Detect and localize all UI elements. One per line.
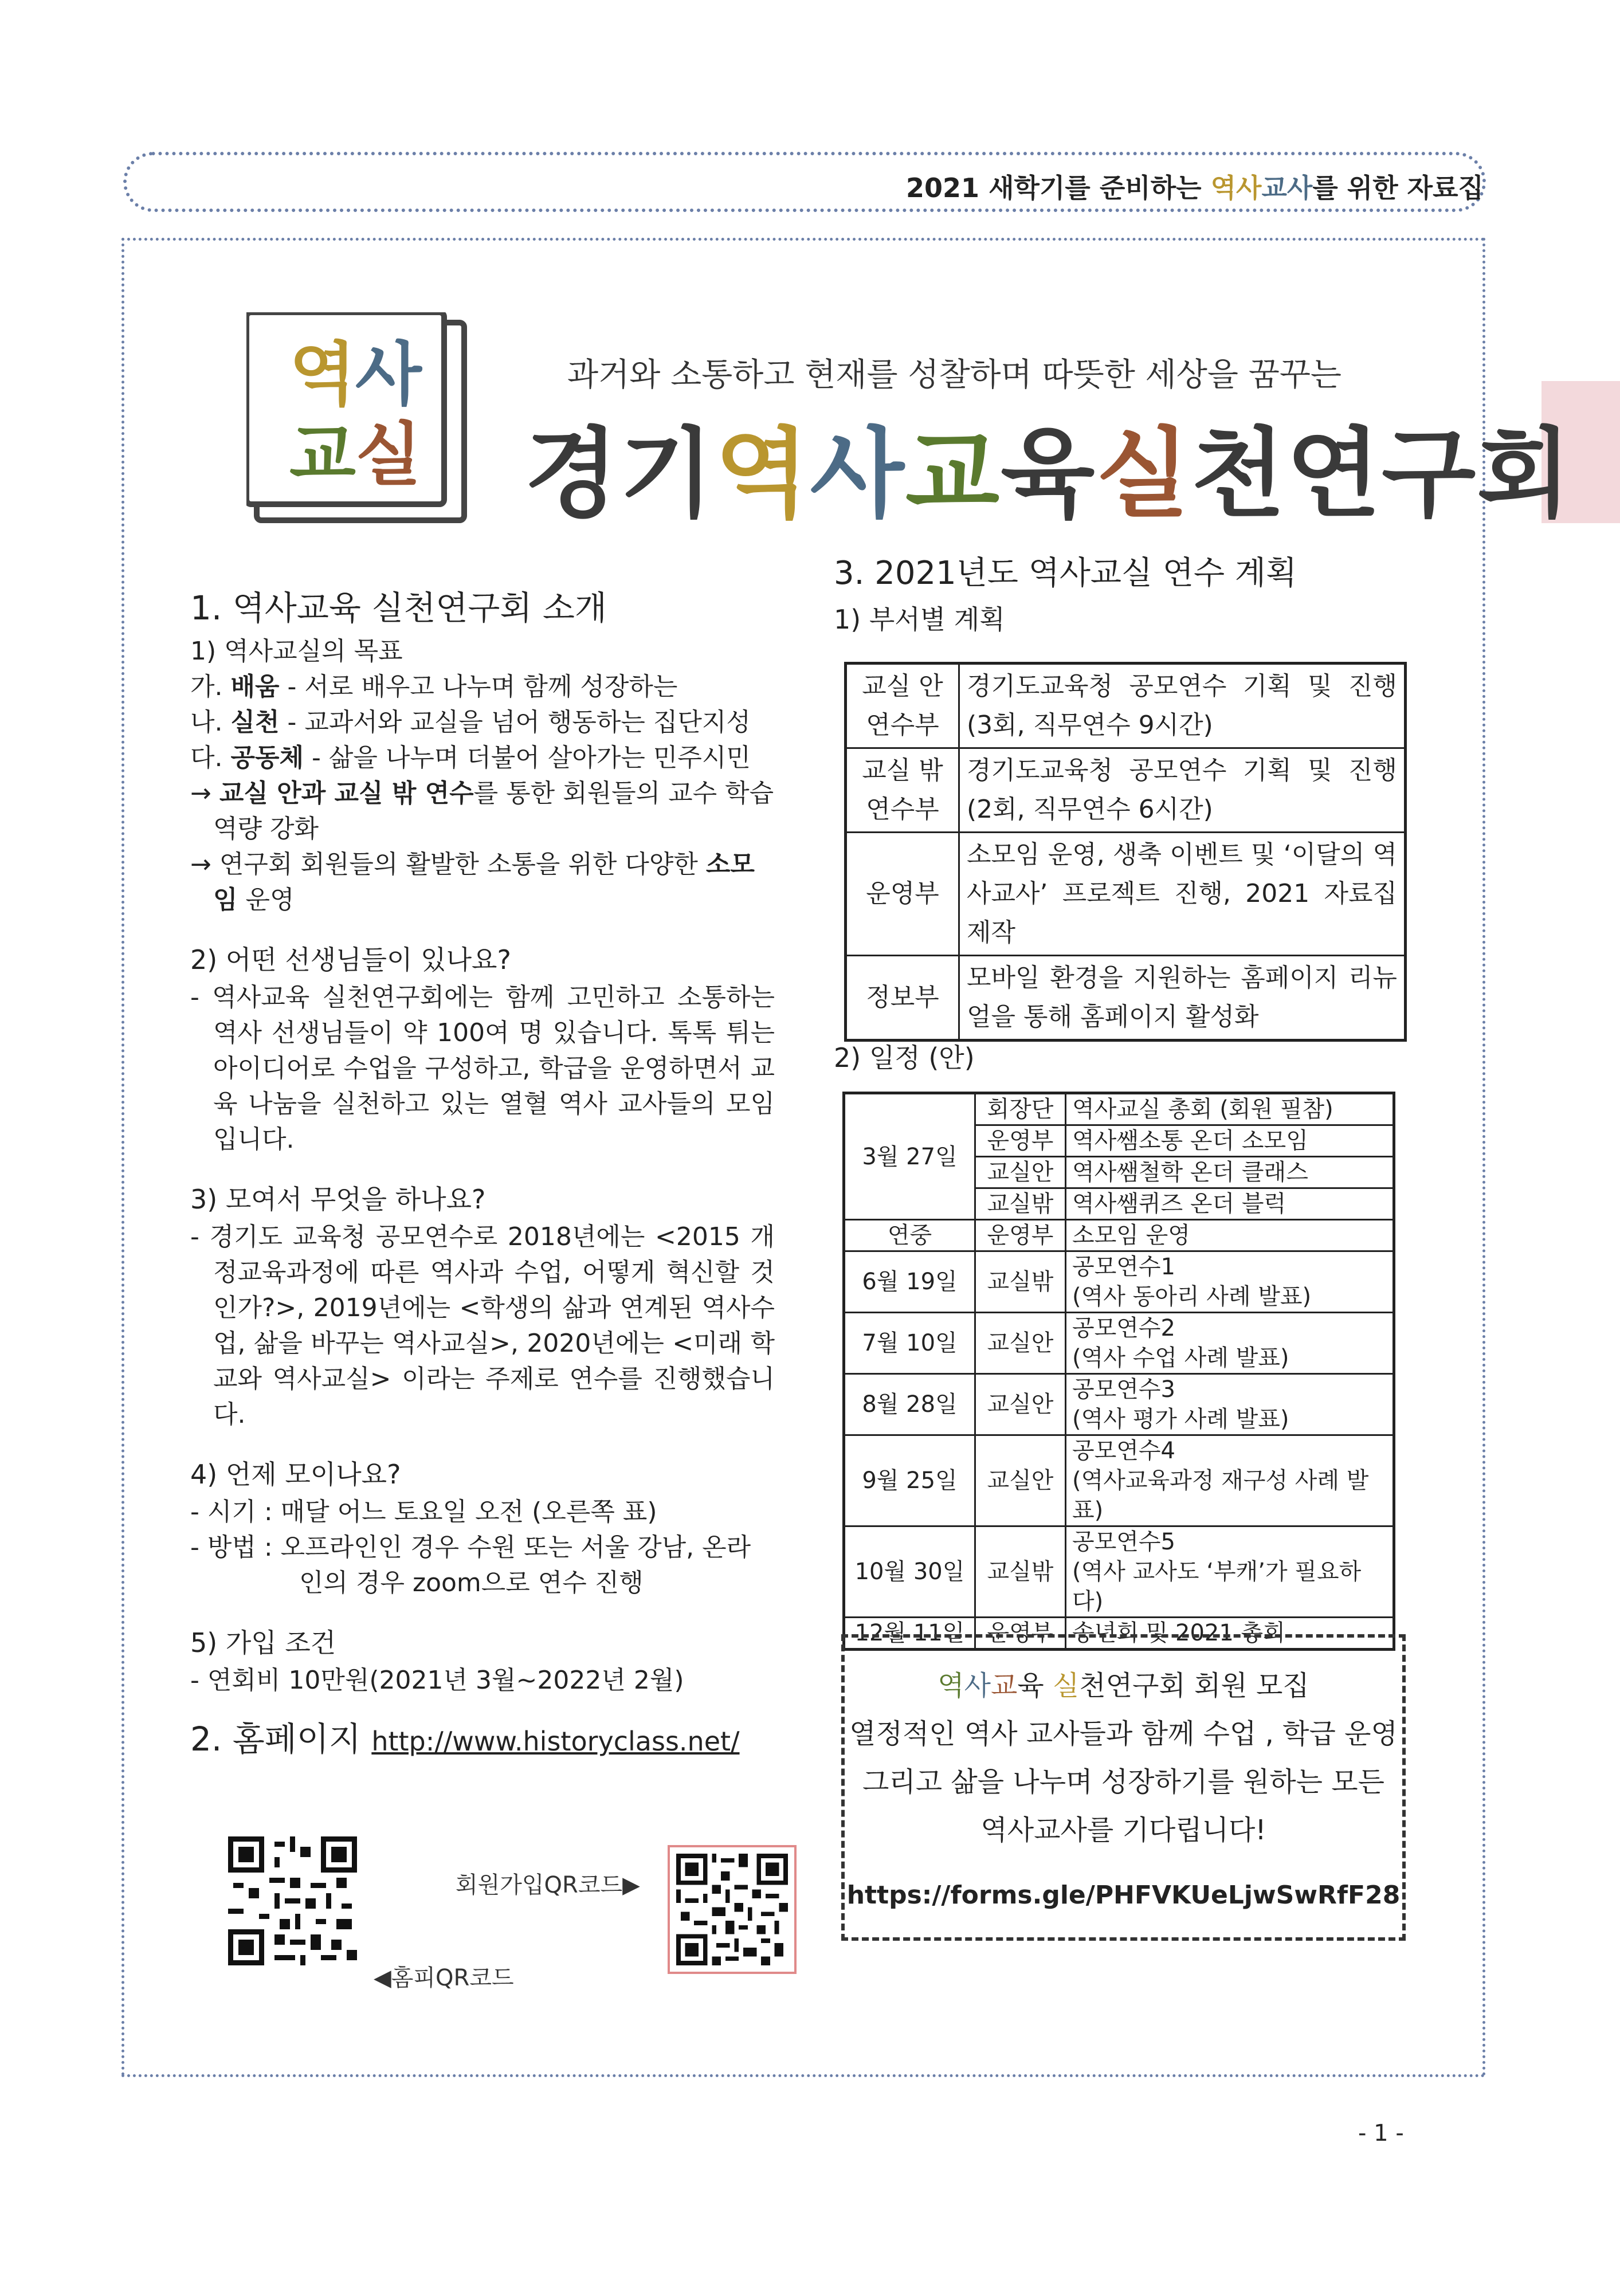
schedule-date: 8월 28일: [844, 1374, 975, 1435]
join-title: 5) 가입 조건: [190, 1627, 336, 1658]
schedule-dept: 회장단: [975, 1093, 1066, 1125]
join-qr-icon[interactable]: [676, 1854, 788, 1965]
when-time: - 시기 : 매달 어느 토요일 오전 (오른쪽 표): [190, 1497, 657, 1526]
dept-name: 운영부: [846, 833, 959, 956]
when-method: - 방법 : 오프라인인 경우 수원 또는 서울 강남, 온라인의 경우 zoom으로 연수 진행: [190, 1533, 751, 1598]
schedule-event: 역사쌤소통 온더 소모임: [1066, 1125, 1394, 1157]
schedule-event: 소모임 운영: [1066, 1220, 1394, 1251]
left-column: [190, 590, 775, 1767]
schedule-date: 7월 10일: [844, 1313, 975, 1374]
schedule-event: 공모연수5 (역사 교사도 ‘부캐’가 필요하다): [1066, 1526, 1394, 1618]
schedule-dept: 교실안: [975, 1313, 1066, 1374]
schedule-dept: 교실안: [975, 1157, 1066, 1188]
logo-title: 경기역사교육실천연구회: [524, 418, 1572, 531]
dept-desc: 모바일 환경을 지원하는 홈페이지 리뉴얼을 통해 홈페이지 활성화: [959, 956, 1406, 1041]
schedule-event: 공모연수1 (역사 동아리 사례 발표): [1066, 1251, 1394, 1313]
department-table: [844, 662, 1407, 1042]
schedule-dept: 운영부: [975, 1125, 1066, 1157]
schedule-dept: 운영부: [975, 1220, 1066, 1251]
dept-title: 1) 부서별 계획: [834, 604, 1005, 635]
page-number: - 1 -: [1358, 2120, 1404, 2146]
schedule-event: 역사쌤철학 온더 클래스: [1066, 1157, 1394, 1188]
goal-arrow-1: → 교실 안과 교실 밖 연수를 통한 회원들의 교수 학습 역량 강화: [190, 779, 774, 843]
table-row: [844, 1435, 1394, 1526]
join-qr-label: 회원가입QR코드▶: [456, 1872, 640, 1898]
homepage-qr-label: ◀홈피QR코드: [374, 1965, 514, 1991]
table-row: [846, 748, 1406, 833]
logo-char-4: 실: [355, 415, 422, 495]
logo-subtitle: 과거와 소통하고 현재를 성찰하며 따뜻한 세상을 꿈꾸는: [567, 356, 1342, 394]
goal-item: 다. 공동체 - 삶을 나누며 더불어 살아가는 민주시민: [190, 743, 751, 772]
homepage-link[interactable]: http://www.historyclass.net/: [371, 1726, 740, 1757]
recruit-title: 역사교육 실천연구회 회원 모집: [938, 1670, 1309, 1702]
section2-title: 2. 홈페이지 http://www.historyclass.net/: [190, 1720, 740, 1759]
table-row: [844, 1220, 1394, 1251]
table-row: [846, 833, 1406, 956]
schedule-date: 10월 30일: [844, 1526, 975, 1618]
recruit-line-1: 열정적인 역사 교사들과 함께 수업 , 학급 운영: [849, 1718, 1398, 1750]
schedule-title: 2) 일정 (안): [834, 1042, 975, 1073]
table-row: [846, 956, 1406, 1041]
schedule-date: 12월 11일: [844, 1618, 975, 1650]
recruit-content: [841, 1662, 1406, 1920]
table-row: [844, 1251, 1394, 1313]
recruit-line-2: 그리고 삶을 나누며 성장하기를 원하는 모든: [862, 1766, 1384, 1798]
dept-name: 교실 안 연수부: [846, 664, 959, 748]
what-text: - 경기도 교육청 공모연수로 2018년에는 <2015 개정교육과정에 따른 역사과 수업, 어떻게 혁신할 것인가?>, 2019년에는 <학생의 삶과 연계된 역사수업, 삶을 바꾸는 역사교실>, 2020년에는 <미래 학교와 역사교실> 이라는 주제로 연수를 진행했습니다.: [190, 1222, 775, 1429]
schedule-dept: 교실밖: [975, 1188, 1066, 1220]
dept-name: 교실 밖 연수부: [846, 748, 959, 833]
what-title: 3) 모여서 무엇을 하나요?: [190, 1184, 486, 1215]
goal-arrow-2: → 연구회 회원들의 활발한 소통을 위한 다양한 소모임 운영: [190, 850, 755, 915]
schedule-dept: 교실밖: [975, 1526, 1066, 1618]
schedule-event: 역사쌤퀴즈 온더 블럭: [1066, 1188, 1394, 1220]
schedule-event: 공모연수3 (역사 평가 사례 발표): [1066, 1374, 1394, 1435]
section1-title: 1. 역사교육 실천연구회 소개: [190, 588, 607, 627]
table-row: [844, 1313, 1394, 1374]
dept-desc: 경기도교육청 공모연수 기획 및 진행 (3회, 직무연수 9시간): [959, 664, 1406, 748]
header-title: 2021 새학기를 준비하는 역사교사를 위한 자료집: [906, 172, 1484, 203]
schedule-date: 6월 19일: [844, 1251, 975, 1313]
goal-item: 가. 배움 - 서로 배우고 나누며 함께 성장하는: [190, 672, 678, 701]
table-row: [844, 1374, 1394, 1435]
table-row: [844, 1093, 1394, 1125]
schedule-dept: 교실밖: [975, 1251, 1066, 1313]
table-row: [844, 1526, 1394, 1618]
who-text: - 역사교육 실천연구회에는 함께 고민하고 소통하는 역사 선생님들이 약 100여 명 있습니다. 톡톡 튀는 아이디어로 수업을 구성하고, 학급을 운영하면서 교육 나눔을 실천하고 있는 열혈 역사 교사들의 모임입니다.: [190, 983, 775, 1154]
goal-item: 나. 실천 - 교과서와 교실을 넘어 행동하는 집단지성: [190, 708, 751, 737]
section3-title: 3. 2021년도 역사교실 연수 계획: [834, 555, 1297, 592]
logo-char-3: 교: [289, 415, 356, 495]
schedule-dept: 교실안: [975, 1374, 1066, 1435]
schedule-event: 역사교실 총회 (회원 필참): [1066, 1093, 1394, 1125]
schedule-dept: 교실안: [975, 1435, 1066, 1526]
goal-title: 1) 역사교실의 목표: [190, 637, 403, 666]
join-text: - 연회비 10만원(2021년 3월~2022년 2월): [190, 1666, 684, 1695]
who-title: 2) 어떤 선생님들이 있나요?: [190, 944, 511, 975]
dept-desc: 경기도교육청 공모연수 기획 및 진행 (2회, 직무연수 6시간): [959, 748, 1406, 833]
when-title: 4) 언제 모이나요?: [190, 1459, 401, 1490]
dept-name: 정보부: [846, 956, 959, 1041]
schedule-date: 연중: [844, 1220, 975, 1251]
recruit-line-3: 역사교사를 기다립니다!: [980, 1814, 1266, 1846]
schedule-date: 9월 25일: [844, 1435, 975, 1526]
schedule-event: 송년회 및 2021 총회: [1066, 1618, 1394, 1650]
logo-char-1: 역: [289, 335, 356, 415]
logo-char-2: 사: [355, 335, 422, 415]
table-row: [846, 664, 1406, 748]
schedule-event: 공모연수2 (역사 수업 사례 발표): [1066, 1313, 1394, 1374]
homepage-qr-icon[interactable]: [228, 1836, 357, 1965]
schedule-table: [842, 1092, 1395, 1651]
schedule-event: 공모연수4 (역사교육과정 재구성 사례 발표): [1066, 1435, 1394, 1526]
schedule-dept: 운영부: [975, 1618, 1066, 1650]
right-column: [834, 556, 1418, 637]
dept-desc: 소모임 운영, 생축 이벤트 및 ‘이달의 역사교사’ 프로젝트 진행, 2021 자료집 제작: [959, 833, 1406, 956]
logo-emblem-icon: [246, 312, 476, 530]
recruit-form-link[interactable]: https://forms.gle/PHFVKUeLjwSwRfF28: [846, 1881, 1401, 1910]
schedule-date: 3월 27일: [844, 1093, 975, 1220]
